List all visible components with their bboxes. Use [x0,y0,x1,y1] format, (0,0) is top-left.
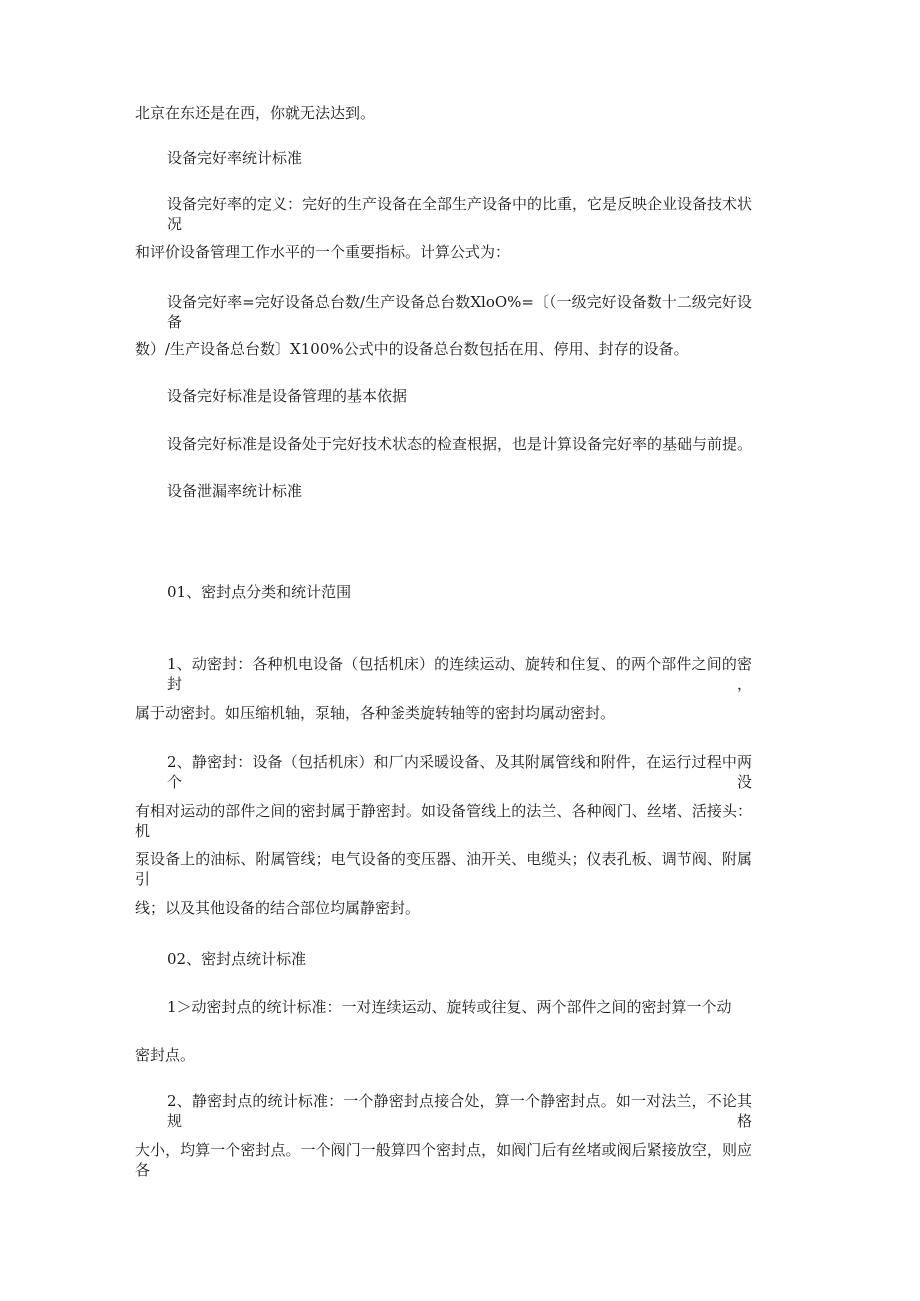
text-line: 大小，均算一个密封点。一个阀门一般算四个密封点，如阀门后有丝堵或阀后紧接放空，则应各 [135,1141,752,1179]
section-heading: 设备完好率统计标准 [167,149,303,167]
text-line: 属于动密封。如压缩机轴，泵轴，各种釜类旋转轴等的密封均属动密封。 [135,704,616,722]
text-line: 北京在东还是在西，你就无法达到。 [135,104,376,122]
text-line: 和评价设备管理工作水平的一个重要指标。计算公式为： [135,243,511,261]
subsection-heading: 02、密封点统计标准 [167,950,307,968]
section-heading: 设备完好标准是设备管理的基本依据 [167,387,408,405]
section-heading: 设备泄漏率统计标准 [167,482,303,500]
text-line: 1＞动密封点的统计标准：一对连续运动、旋转或往复、两个部件之间的密封算一个动 [167,998,732,1016]
text-line: 设备完好标准是设备处于完好技术状态的检查根据，也是计算设备完好率的基础与前提。 [167,435,753,453]
text-line: 2、静密封：设备（包括机床）和厂内采暖设备、及其附属管线和附件，在运行过程中两个没 [167,753,752,791]
text-line: 设备完好率的定义：完好的生产设备在全部生产设备中的比重，它是反映企业设备技术状况 [167,195,753,233]
formula-line: 设备完好率=完好设备总台数/生产设备总台数XloO%=〔（一级完好设备数十二级完好设备 [167,293,752,331]
text-line: 线；以及其他设备的结合部位均属静密封。 [135,899,421,917]
text-line: 2、静密封点的统计标准：一个静密封点接合处，算一个静密封点。如一对法兰，不论其规格 [167,1092,752,1130]
subsection-heading: 01、密封点分类和统计范围 [167,583,352,601]
text-line: 1、动密封：各种机电设备（包括机床）的连续运动、旋转和住复、的两个部件之间的密封， [167,655,752,693]
text-line: 有相对运动的部件之间的密封属于静密封。如设备管线上的法兰、各种阀门、丝堵、活接头：机 [135,802,752,840]
text-line: 泵设备上的油标、附属管线；电气设备的变压器、油开关、电缆头；仪表孔板、调节阀、附属引 [135,850,752,888]
formula-line: 数）/生产设备总台数〕X100%公式中的设备总台数包括在用、停用、封存的设备。 [135,340,689,358]
text-line: 密封点。 [135,1046,196,1064]
